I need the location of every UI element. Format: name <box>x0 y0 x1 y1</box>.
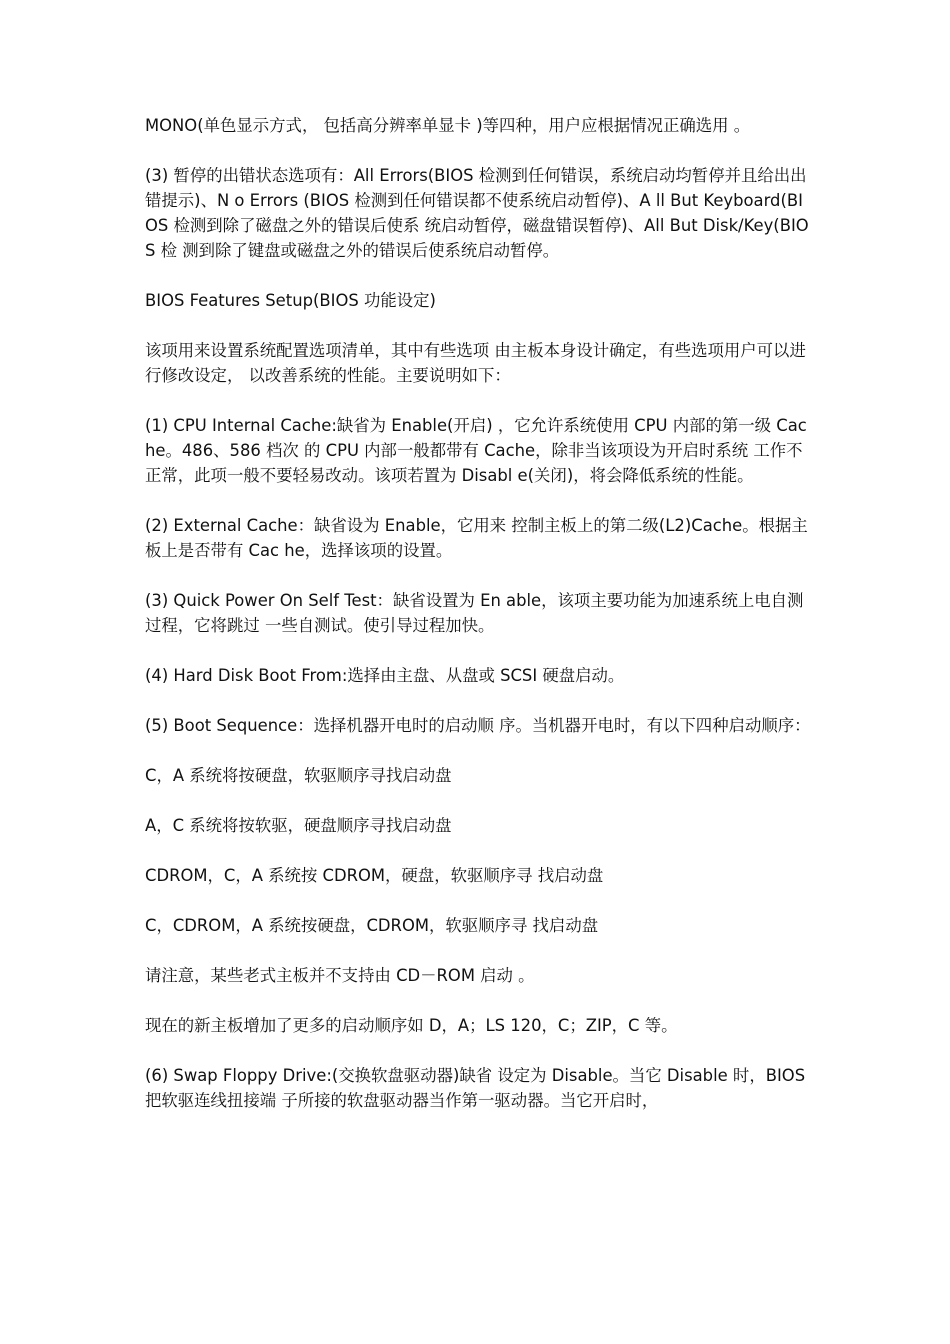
paragraph-external-cache: (2) External Cache：缺省设为 Enable，它用来 控制主板上的第二级(L2)Cache。根据主板上是否带有 Cac he，选择该项的设置。 <box>145 516 808 560</box>
paragraph-hard-disk-boot-from: (4) Hard Disk Boot From:选择由主盘、从盘或 SCSI 硬盘启动。 <box>145 666 625 685</box>
paragraph-quick-power-on-self-test: (3) Quick Power On Self Test：缺省设置为 En able，该项主要功能为加速系统上电自测过程，它将跳过 一些自测试。使引导过程加快。 <box>145 591 804 635</box>
section-heading-bios-features-setup: BIOS Features Setup(BIOS 功能设定) <box>145 291 436 310</box>
paragraph-cpu-internal-cache: (1) CPU Internal Cache:缺省为 Enable(开启) ，它允许系统使用 CPU 内部的第一级 Cache。486、586 档次 的 CPU 内部一般都带有 Cache，除非当该项设为开启时系统 工作不正常，此项一般不要轻易改动。该项若置为 Disabl e(关闭)，将会降低系统的性能。 <box>145 416 807 485</box>
paragraph-bios-features-intro: 该项用来设置系统配置选项清单，其中有些选项 由主板本身设计确定，有些选项用户可以进行修改设定， 以改善系统的性能。主要说明如下： <box>145 341 806 385</box>
boot-option-c-cdrom-a: C，CDROM，A 系统按硬盘，CDROM，软驱顺序寻 找启动盘 <box>145 916 599 935</box>
document-page <box>145 113 811 1138</box>
paragraph-cdrom-note: 请注意，某些老式主板并不支持由 CD－ROM 启动 。 <box>145 966 535 985</box>
paragraph-swap-floppy-drive: (6) Swap Floppy Drive:(交换软盘驱动器)缺省 设定为 Disable。当它 Disable 时，BIOS 把软驱连线扭接端 子所接的软盘驱动器当作第一驱动器。当它开启时， <box>145 1066 806 1110</box>
boot-option-a-c: A，C 系统将按软驱，硬盘顺序寻找启动盘 <box>145 816 452 835</box>
paragraph-new-boot-orders: 现在的新主板增加了更多的启动顺序如 D，A；LS 120，C；ZIP，C 等。 <box>145 1016 678 1035</box>
paragraph-halt-on-errors: (3) 暂停的出错状态选项有：All Errors(BIOS 检测到任何错误，系统启动均暂停并且给出出错提示)、N o Errors (BIOS 检测到任何错误都不使系统启动暂停)、A ll But Keyboard(BIOS 检测到除了磁盘之外的错误后使系 统启动暂停，磁盘错误暂停)、All But Disk/Key(BIOS 检 测到除了键盘或磁盘之外的错误后使系统启动暂停。 <box>145 166 809 260</box>
boot-option-cdrom-c-a: CDROM，C，A 系统按 CDROM，硬盘，软驱顺序寻 找启动盘 <box>145 866 604 885</box>
paragraph-boot-sequence: (5) Boot Sequence：选择机器开电时的启动顺 序。当机器开电时，有以下四种启动顺序： <box>145 716 811 735</box>
boot-option-c-a: C，A 系统将按硬盘，软驱顺序寻找启动盘 <box>145 766 452 785</box>
paragraph-mono-display: MONO(单色显示方式， 包括高分辨率单显卡 )等四种，用户应根据情况正确选用 。 <box>145 116 751 135</box>
